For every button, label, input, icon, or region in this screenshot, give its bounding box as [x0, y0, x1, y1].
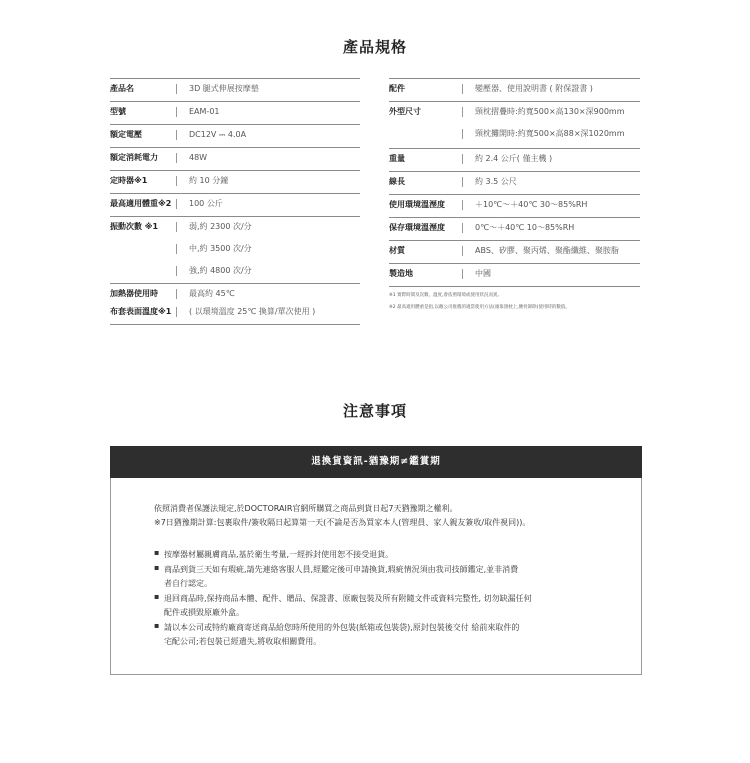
footnote: ※1 實際時間及次數、溫度,會依照環境或使用狀況而異。 — [389, 293, 502, 298]
spec-row — [110, 170, 360, 193]
notice-header-banner: 退換貨資訊-猶豫期≠鑑賞期 — [110, 446, 642, 478]
spec-value: 0℃～＋40℃ 10～85%RH — [475, 223, 575, 232]
spec-title: 產品規格 — [342, 38, 407, 56]
separator — [462, 129, 463, 139]
spec-value: EAM-01 — [189, 107, 220, 116]
spec-label: 配件 — [389, 84, 405, 93]
spec-label: 重量 — [389, 154, 405, 163]
spec-label: 定時器※1 — [110, 176, 148, 185]
spec-value: 中,約 3500 次/分 — [189, 244, 252, 253]
separator — [176, 199, 177, 209]
spec-value: 弱,約 2300 次/分 — [189, 222, 252, 231]
spec-row — [110, 283, 360, 324]
spec-value: 強,約 4800 次/分 — [189, 266, 252, 275]
spec-row — [110, 147, 360, 170]
spec-row — [110, 216, 360, 239]
spec-row — [389, 240, 640, 263]
spec-label: 額定消耗電力 — [110, 153, 158, 162]
separator — [462, 223, 463, 233]
spec-value: 約 2.4 公斤( 僅主機 ) — [475, 154, 553, 163]
separator — [462, 269, 463, 279]
spec-value: 中國 — [475, 269, 491, 278]
spec-label: 線長 — [389, 177, 405, 186]
separator — [462, 177, 463, 187]
notice-bullet-line: 請以本公司或特約廠商寄送商品給您時所使用的外包裝(紙箱或包裝袋),原封包裝後交付 給前來取件的 — [164, 623, 520, 632]
notice-bullet-line: 配件或損毀原廠外盒。 — [164, 608, 244, 617]
table-bottom-rule — [389, 286, 640, 287]
spec-row — [110, 124, 360, 147]
spec-label: 產品名 — [110, 84, 134, 93]
notice-bullet-line: 退回商品時,保持商品本體、配件、贈品、保證書、原廠包裝及所有附隨文件或資料完整性, 切勿缺漏任何 — [164, 594, 532, 603]
spec-row — [389, 124, 640, 148]
spec-row — [389, 263, 640, 286]
separator — [462, 246, 463, 256]
spec-value: DC12V ⎓ 4.0A — [189, 130, 247, 139]
separator — [462, 154, 463, 164]
spec-label: 型號 — [110, 107, 126, 116]
spec-row — [389, 101, 640, 124]
spec-value: 頸枕攤開時:約寬500×高88×深1020mm — [475, 129, 625, 138]
notice-title: 注意事項 — [342, 402, 407, 420]
spec-label: 額定電壓 — [110, 130, 142, 139]
spec-row — [110, 101, 360, 124]
spec-value: ＋10℃～＋40℃ 30～85%RH — [475, 200, 588, 209]
spec-label: 振動次數 ※1 — [110, 222, 159, 231]
spec-label: 使用環境溫溼度 — [389, 200, 445, 209]
notice-bullet-line: 宅配公司;若包裝已經遺失,將收取相關費用。 — [164, 637, 322, 646]
spec-label: 布套表面溫度※1 — [110, 307, 172, 316]
separator — [176, 266, 177, 276]
spec-value: 100 公斤 — [189, 199, 223, 208]
bullet-icon: ▪ — [154, 548, 160, 557]
separator — [176, 84, 177, 94]
spec-row — [389, 148, 640, 171]
spec-table-right — [389, 78, 640, 287]
spec-table-left — [110, 78, 360, 325]
spec-value: 3D 腿式伸展按摩墊 — [189, 84, 259, 93]
separator — [176, 222, 177, 232]
footnote: ※2 最高適用體重是指,以敝公司推薦的適當使用方法(頭靠頸枕上,腰骨卸除)使用時的數值。 — [389, 305, 570, 310]
spec-value: 約 10 分鐘 — [189, 176, 229, 185]
separator — [176, 153, 177, 163]
separator — [462, 84, 463, 94]
spec-label: 保存環境溫溼度 — [389, 223, 445, 232]
separator — [176, 107, 177, 117]
spec-row — [110, 78, 360, 101]
spec-value: 變壓器、使用說明書 ( 附保證書 ) — [475, 84, 593, 93]
separator — [462, 107, 463, 117]
spec-label: 材質 — [389, 246, 405, 255]
spec-value: ( 以環境溫度 25℃ 換算/單次使用 ) — [189, 307, 316, 316]
separator — [176, 307, 177, 317]
spec-value: 頸枕摺疊時:約寬500×高130×深900mm — [475, 107, 625, 116]
separator — [176, 244, 177, 254]
spec-row — [389, 171, 640, 194]
separator — [176, 176, 177, 186]
separator — [462, 200, 463, 210]
spec-value: 約 3.5 公尺 — [475, 177, 517, 186]
separator — [176, 130, 177, 140]
bullet-icon: ▪ — [154, 592, 160, 601]
spec-row — [110, 239, 360, 261]
table-bottom-rule — [110, 324, 360, 325]
notice-box — [110, 478, 642, 675]
spec-label: 外型尺寸 — [389, 107, 421, 116]
spec-label: 製造地 — [389, 269, 413, 278]
spec-value: 最高約 45℃ — [189, 289, 235, 298]
bullet-icon: ▪ — [154, 621, 160, 630]
notice-bullet-line: 者自行認定。 — [164, 579, 212, 588]
notice-bullet-line: 按摩器材屬親膚商品,基於衛生考量,一經拆封使用恕不接受退貨。 — [164, 550, 394, 559]
spec-value: ABS、矽膠、聚丙烯、聚酯纖維、聚胺脂 — [475, 246, 619, 255]
notice-bullet-line: 商品到貨三天如有瑕疵,請先連絡客服人員,經鑑定後可申請換貨,瑕疵情況須由我司技師鑑定,並非消費 — [164, 565, 519, 574]
spec-label: 最高適用體重※2 — [110, 199, 172, 208]
bullet-icon: ▪ — [154, 563, 160, 572]
spec-row — [110, 261, 360, 283]
spec-value: 48W — [189, 153, 208, 162]
notice-intro-line: ※7日猶豫期計算:包裹取件/簽收隔日起算第一天(不論是否為買家本人(管理員、家人親友簽收/取件視同))。 — [154, 518, 531, 527]
separator — [176, 289, 177, 299]
spec-row — [389, 78, 640, 101]
spec-row — [110, 193, 360, 216]
spec-row — [389, 194, 640, 217]
spec-label: 加熱器使用時 — [110, 289, 158, 298]
notice-intro-line: 依照消費者保護法規定,於DOCTORAIR官網所購買之商品到貨日起7天猶豫期之權利。 — [154, 504, 458, 513]
spec-row — [389, 217, 640, 240]
